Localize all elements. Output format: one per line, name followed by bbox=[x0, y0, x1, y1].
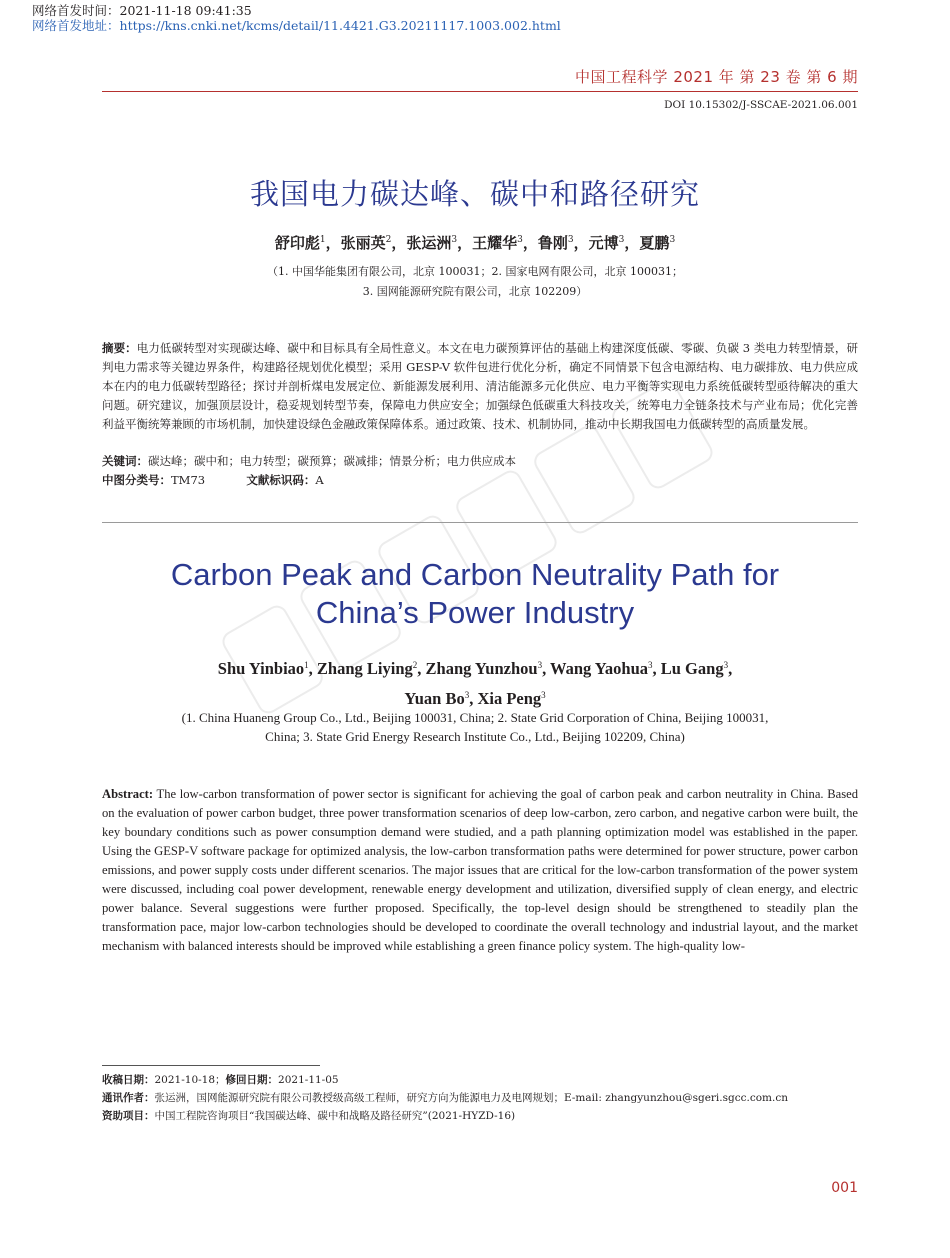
section-divider bbox=[102, 522, 858, 523]
en-author-aff: 1 bbox=[304, 660, 309, 670]
cn-author: 夏鹏 bbox=[639, 234, 670, 252]
funding-label: 资助项目： bbox=[102, 1110, 155, 1122]
received-label: 收稿日期： bbox=[102, 1074, 155, 1086]
cn-author-aff: 3 bbox=[567, 235, 574, 245]
cn-aff-line: （1. 中国华能集团有限公司，北京 100031；2. 国家电网有限公司，北京 100031； bbox=[267, 265, 683, 278]
en-author: Lu Gang bbox=[660, 659, 724, 678]
cn-keywords bbox=[102, 452, 516, 471]
cn-author-aff: 3 bbox=[669, 235, 676, 245]
header-divider bbox=[102, 91, 858, 92]
en-author: Shu Yinbiao bbox=[217, 659, 305, 678]
revised-value: 2021-11-05 bbox=[278, 1074, 339, 1086]
en-author: Zhang Liying bbox=[316, 659, 413, 678]
en-author: Zhang Yunzhou bbox=[425, 659, 538, 678]
cn-author: 张丽英 bbox=[340, 234, 386, 252]
en-aff-line: (1. China Huaneng Group Co., Ltd., Beijing 100031, China; 2. State Grid Corporation of China, Beijing 100031, bbox=[181, 710, 769, 725]
cn-author-aff: 3 bbox=[618, 235, 625, 245]
en-authors bbox=[0, 652, 950, 712]
publish-address-label: 网络首发地址： bbox=[32, 18, 120, 33]
en-affiliations bbox=[0, 708, 950, 746]
en-title bbox=[0, 556, 950, 632]
doc-code-label: 文献标识码： bbox=[246, 473, 316, 487]
online-publish-address bbox=[32, 18, 561, 34]
cn-authors: 舒印彪$^1$，张丽英$^2$，张运洲$^3$，王耀华$^3$，鲁刚$^3$，元博$^3$，夏鹏$^3$ bbox=[274, 234, 676, 252]
en-abstract bbox=[102, 785, 858, 956]
en-authors-line: Yuan Bo$^3$, Xia Peng$^3$ bbox=[404, 689, 546, 708]
publish-time-label: 网络首发时间： bbox=[32, 3, 120, 18]
revised-label: 修回日期： bbox=[225, 1074, 279, 1086]
en-author-aff: 3 bbox=[537, 660, 543, 670]
publish-time-value: 2021-11-18 09:41:35 bbox=[119, 3, 252, 18]
en-title-line: China’s Power Industry bbox=[315, 595, 635, 630]
cn-abstract-label: 摘要： bbox=[102, 341, 137, 355]
page-number: 001 bbox=[831, 1180, 858, 1196]
en-authors-line: Shu Yinbiao$^1$, Zhang Liying$^2$, Zhang Yunzhou$^3$, Wang Yaohua$^3$, Lu Gang$^3$, bbox=[217, 659, 733, 678]
footnote-dates: 收稿日期：2021-10-18；修回日期：2021-11-05 bbox=[102, 1074, 339, 1086]
cn-author: 鲁刚 bbox=[537, 234, 568, 252]
en-author: Wang Yaohua bbox=[550, 659, 648, 678]
cn-author-aff: 2 bbox=[385, 235, 392, 245]
cn-author: 张运洲 bbox=[406, 234, 452, 252]
en-author-aff: 3 bbox=[541, 690, 546, 700]
cn-author-aff: 3 bbox=[451, 235, 458, 245]
cn-author: 元博 bbox=[588, 234, 619, 252]
cn-classification bbox=[102, 471, 324, 490]
publish-address-link[interactable]: https://kns.cnki.net/kcms/detail/11.4421.G3.20211117.1003.002.html bbox=[119, 18, 561, 33]
corresponding-value: 张运洲，国网能源研究院有限公司教授级高级工程师，研究方向为能源电力及电网规划；E-mail: zhangyunzhou@sgeri.sgcc.com.cn bbox=[154, 1092, 788, 1104]
funding-value: 中国工程院咨询项目“我国碳达峰、碳中和战略及路径研究”(2021-HYZD-16) bbox=[154, 1110, 516, 1122]
received-value: 2021-10-18 bbox=[154, 1074, 216, 1086]
cn-abstract bbox=[102, 339, 858, 434]
cn-author: 王耀华 bbox=[472, 234, 518, 252]
footnote-corresponding bbox=[102, 1089, 872, 1107]
en-author: Yuan Bo bbox=[404, 689, 465, 708]
cls-value: TM73 bbox=[171, 473, 206, 487]
en-aff-line: China; 3. State Grid Energy Research Institute Co., Ltd., Beijing 102209, China) bbox=[265, 729, 685, 744]
online-publish-time bbox=[32, 3, 252, 19]
cn-abstract-text: 电力低碳转型对实现碳达峰、碳中和目标具有全局性意义。本文在电力碳预算评估的基础上构建深度低碳、零碳、负碳 3 类电力转型情景，研判电力需求等关键边界条件，构建路径规划优化模型；采用 GESP-V 软件包进行优化分析，确定不同情景下包含电源结构、电力碳排放、电力供应成本在内的电力低碳转型路径；探讨并剖析煤电发展定位、新能源发展利用、清洁能源多元化供应、电力平衡等实现电力系统低碳转型亟待解决的重大问题。研究建议，加强顶层设计，稳妥规划转型节奏，保障电力供应安全；加强绿色低碳重大科技攻关，统筹电力全链条技术与产业布局；优化完善利益平衡统筹兼顾的市场机制，加快建设绿色金融政策保障体系。通过政策、技术、机制协同，推动中长期我国电力低碳转型的高质量发展。 bbox=[102, 341, 858, 431]
cn-author-aff: 1 bbox=[319, 235, 326, 245]
corresponding-label: 通讯作者： bbox=[102, 1092, 155, 1104]
en-author-aff: 2 bbox=[412, 660, 418, 670]
cn-title: 我国电力碳达峰、碳中和路径研究 bbox=[249, 177, 700, 211]
doc-code-value: A bbox=[315, 473, 324, 487]
cn-author: 舒印彪 bbox=[274, 234, 320, 252]
cn-aff-line: 3. 国网能源研究院有限公司，北京 102209） bbox=[362, 285, 588, 298]
footnote-funding bbox=[102, 1107, 872, 1125]
journal-header: 中国工程科学 2021 年 第 23 卷 第 6 期 bbox=[575, 68, 858, 86]
cn-keywords-text: 碳达峰；碳中和；电力转型；碳预算；碳减排；情景分析；电力供应成本 bbox=[148, 454, 516, 468]
en-author: Xia Peng bbox=[477, 689, 542, 708]
footnote-divider bbox=[102, 1065, 320, 1066]
cn-affiliations bbox=[0, 262, 950, 302]
cn-keywords-label: 关键词： bbox=[102, 454, 148, 468]
en-abstract-label: Abstract: bbox=[102, 787, 154, 801]
cn-author-aff: 3 bbox=[517, 235, 523, 245]
en-title-line: Carbon Peak and Carbon Neutrality Path for bbox=[170, 557, 780, 592]
cls-label: 中图分类号： bbox=[102, 473, 171, 487]
en-author-aff: 3 bbox=[648, 660, 653, 670]
en-author-aff: 3 bbox=[464, 690, 470, 700]
en-abstract-text: The low-carbon transformation of power sector is significant for achieving the goal of carbon peak and carbon neutrality in China. Based on the evaluation of power carbon budget, three power transformation scenarios of deep low-carbon, zero carbon, and negative carbon were built, the key boundary conditions such as power consumption demand were studied, and a path planning optimization model was established in the paper. Using the GESP-V software package for optimized analysis, the low-carbon transformation paths were determined for power structure, power carbon emissions, and power supply costs under different scenarios. The major issues that are critical for the low-carbon transformation of the power system were discussed, including coal power development, renewable energy development and utilization, diversified supply of clean energy, and electric power balance. Several suggestions were further proposed. Specifically, the top-level design should be strengthened to steadily plan the transformation pace, major low-carbon technologies should be developed to coordinate the overall technology and industrial layout, and the market mechanism with balanced interests should be improved while establishing a green finance policy system. The high-quality low- bbox=[102, 787, 858, 953]
en-author-aff: 3 bbox=[723, 660, 729, 670]
doi: DOI 10.15302/J-SSCAE-2021.06.001 bbox=[664, 99, 858, 111]
